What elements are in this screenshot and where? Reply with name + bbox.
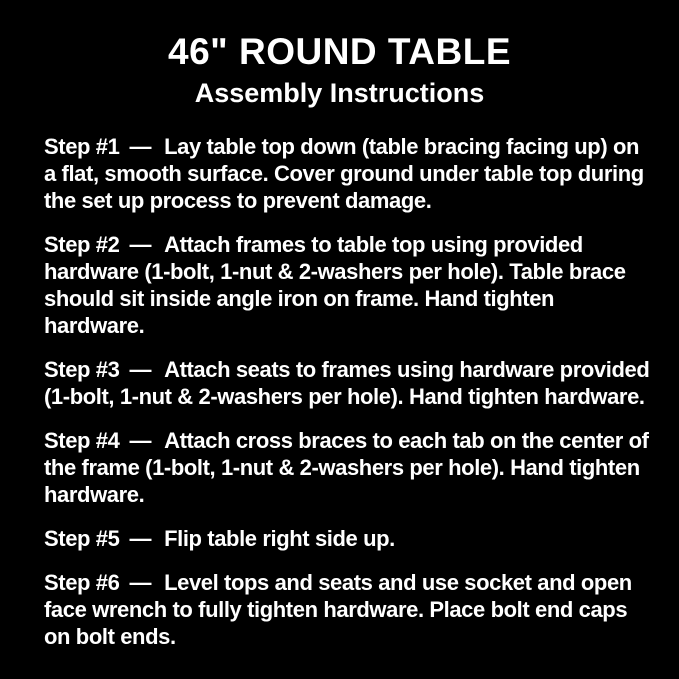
step-text: Lay table top down (table bracing facing up) on a flat, smooth surface. Cover ground under table top during the set up process to prevent damage.: [44, 134, 644, 214]
steps-list: [0, 109, 679, 650]
page-subtitle: Assembly Instructions: [194, 77, 485, 108]
step-item-3: [44, 356, 653, 410]
step-text: Attach frames to table top using provided hardware (1-bolt, 1-nut & 2-washers per hole). Table brace should sit inside angle iron on frame. Hand tighten hardware.: [44, 232, 626, 339]
step-text: Attach seats to frames using hardware provided (1-bolt, 1-nut & 2-washers per hole). Hand tighten hardware.: [44, 357, 650, 410]
step-text: Attach cross braces to each tab on the center of the frame (1-bolt, 1-nut & 2-washers per hole). Hand tighten hardware.: [44, 428, 649, 508]
step-item-4: [44, 427, 653, 508]
step-dash: —: [129, 232, 152, 258]
step-text: Flip table right side up.: [164, 526, 395, 552]
step-label: Step #2: [44, 232, 120, 258]
step-label: Step #5: [44, 526, 120, 552]
header: [0, 0, 679, 109]
step-label: Step #4: [44, 428, 120, 454]
step-item-5: [44, 525, 653, 552]
step-item-2: [44, 231, 653, 339]
step-dash: —: [129, 134, 152, 160]
step-dash: —: [129, 526, 152, 552]
step-label: Step #6: [44, 570, 120, 596]
step-dash: —: [129, 428, 152, 454]
step-label: Step #3: [44, 357, 120, 383]
step-item-6: [44, 569, 653, 650]
step-item-1: [44, 133, 653, 214]
step-label: Step #1: [44, 134, 120, 160]
step-text: Level tops and seats and use socket and open face wrench to fully tighten hardware. Place bolt end caps on bolt ends.: [44, 570, 632, 650]
page-title: 46" ROUND TABLE: [168, 31, 511, 72]
step-dash: —: [129, 570, 152, 596]
step-dash: —: [129, 357, 152, 383]
